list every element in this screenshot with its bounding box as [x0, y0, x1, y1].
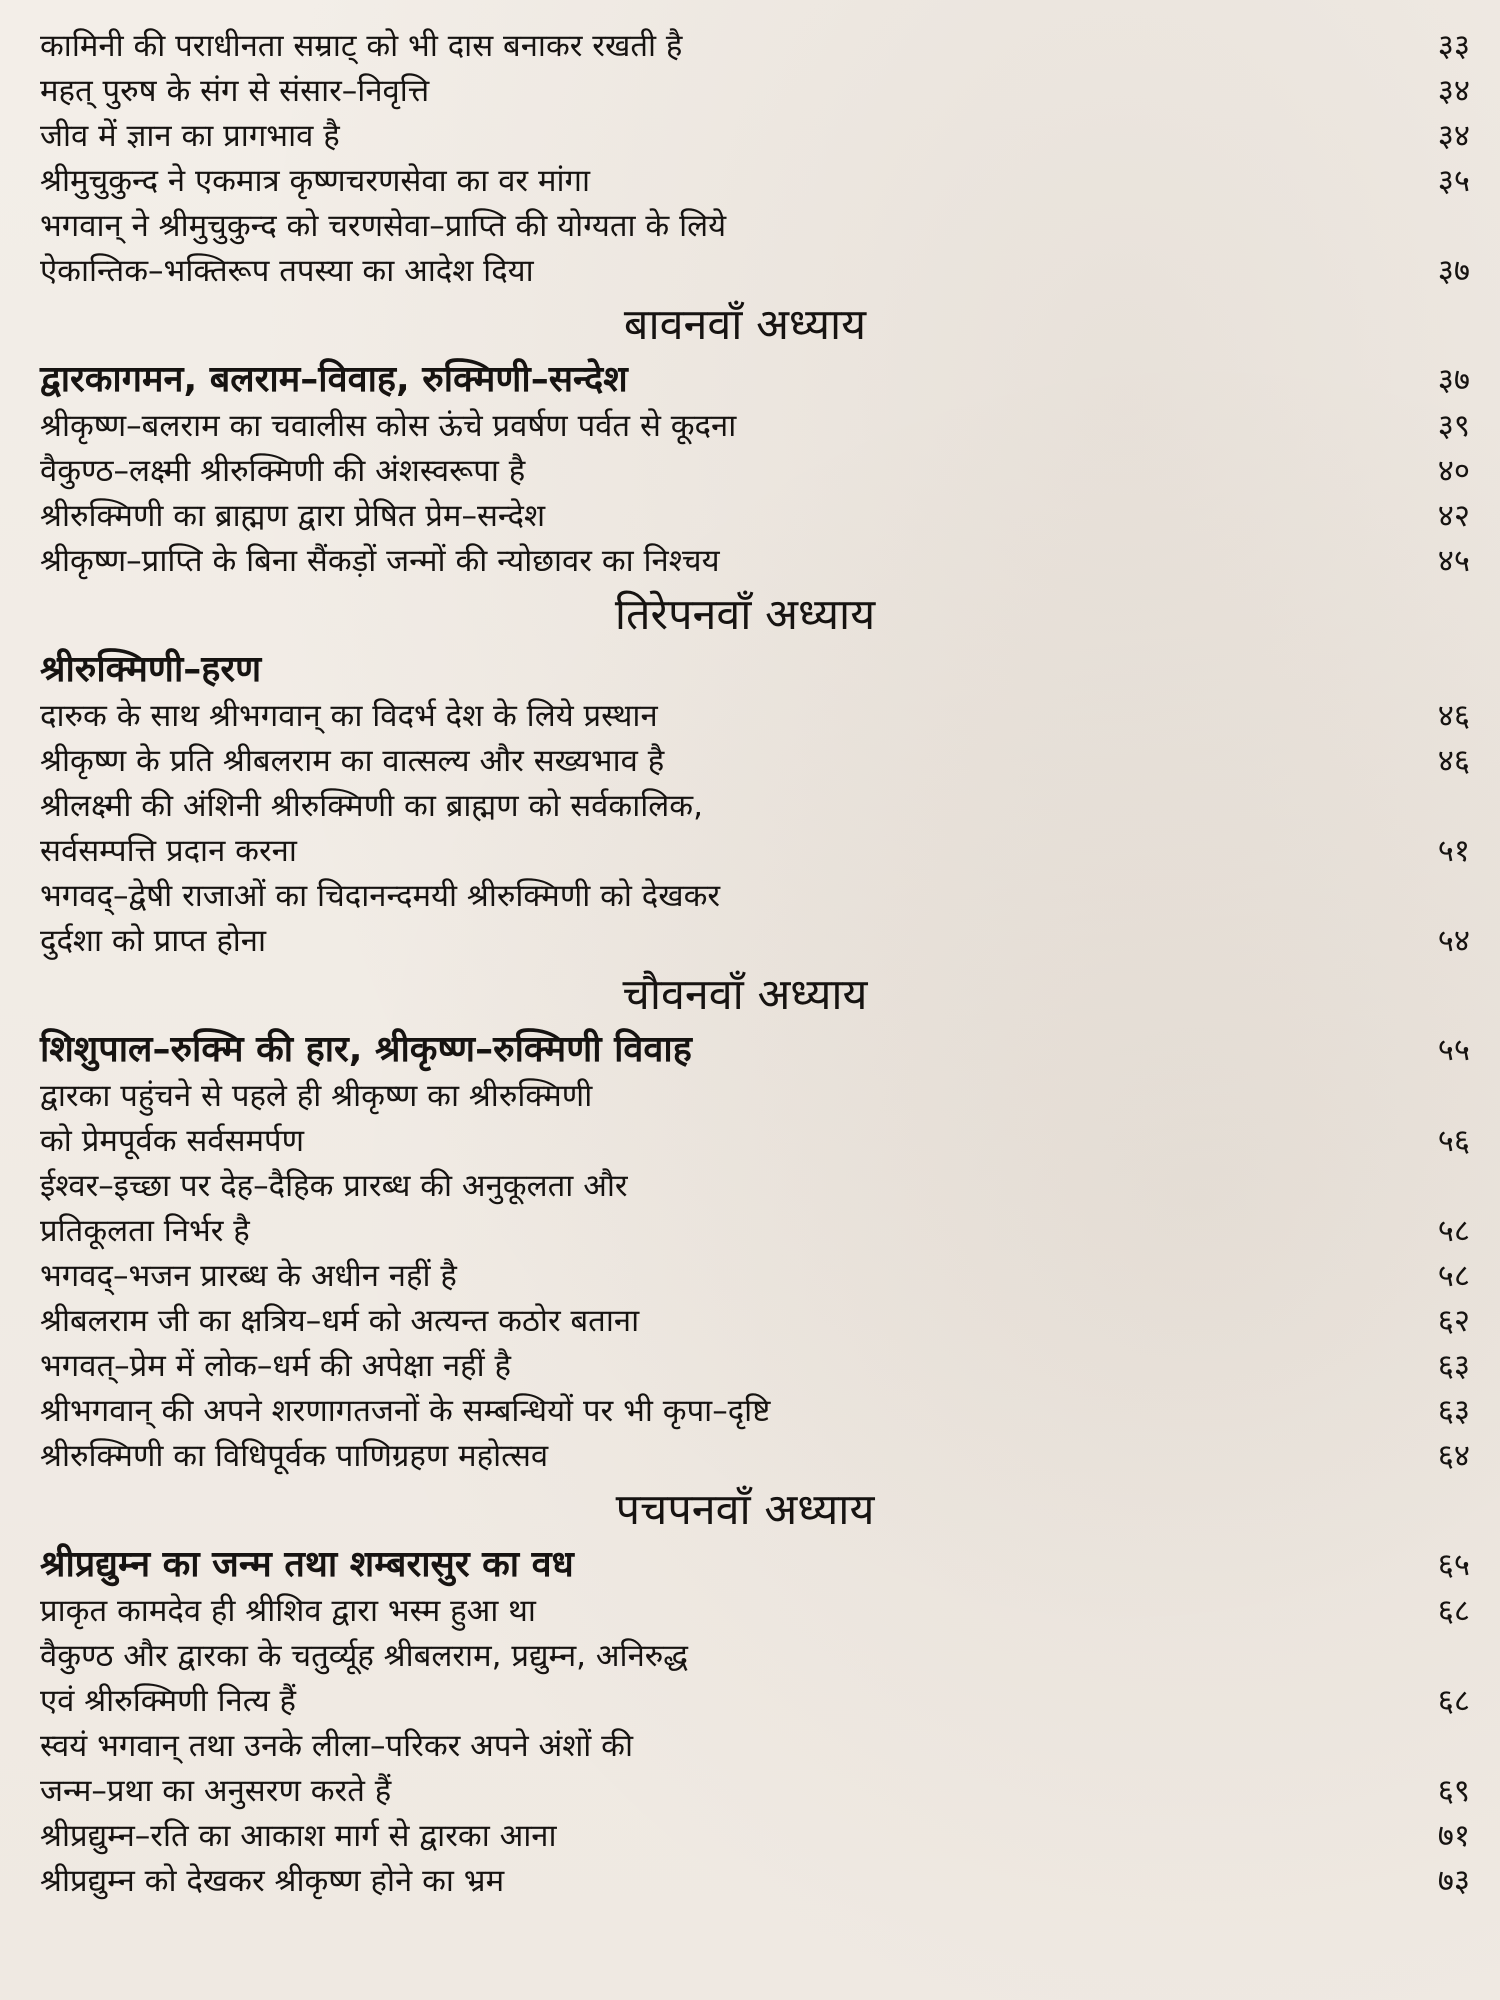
toc-entry: [40, 1344, 1470, 1389]
toc-entry: [40, 114, 1470, 159]
toc-entry-text: श्रीकृष्ण–प्राप्ति के बिना सैंकड़ों जन्मों की न्योछावर का निश्चय: [40, 543, 720, 579]
page-number: ३७: [1437, 253, 1470, 289]
chapter-title-row: [40, 356, 1470, 404]
page-number: ४६: [1437, 698, 1470, 734]
toc-entry: [40, 1209, 1470, 1254]
chapter-heading: तिरेपनवाँ अध्याय: [614, 590, 876, 640]
toc-entry: [40, 404, 1470, 449]
toc-entry-text: द्वारकागमन, बलराम–विवाह, रुक्मिणी–सन्देश: [40, 359, 628, 400]
toc-entry-text: श्रीकृष्ण के प्रति श्रीबलराम का वात्सल्य और सख्यभाव है: [40, 743, 665, 779]
page-number: ६४: [1437, 1438, 1470, 1474]
toc-entry: [40, 1119, 1470, 1164]
toc-entry: [40, 784, 1470, 829]
chapter-heading: पचपनवाँ अध्याय: [615, 1485, 875, 1535]
page-number: ४२: [1437, 498, 1470, 534]
toc-entry-text: एवं श्रीरुक्मिणी नित्य हैं: [40, 1683, 296, 1719]
toc-entry: [40, 1769, 1470, 1814]
toc-entry: [40, 494, 1470, 539]
toc-entry-text: वैकुण्ठ–लक्ष्मी श्रीरुक्मिणी की अंशस्वरूपा है: [40, 453, 526, 489]
toc-entry-text: श्रीभगवान् की अपने शरणागतजनों के सम्बन्धियों पर भी कृपा–दृष्टि: [40, 1393, 771, 1429]
page-number: ६३: [1437, 1393, 1470, 1429]
toc-entry-text: स्वयं भगवान् तथा उनके लीला–परिकर अपने अंशों की: [40, 1728, 634, 1764]
chapter-title-row: [40, 646, 1470, 694]
toc-entry-text: श्रीरुक्मिणी का विधिपूर्वक पाणिग्रहण महोत्सव: [40, 1438, 549, 1474]
toc-entry-text: महत् पुरुष के संग से संसार–निवृत्ति: [40, 73, 430, 109]
toc-entry-text: श्रीकृष्ण–बलराम का चवालीस कोस ऊंचे प्रवर्षण पर्वत से कूदना: [40, 408, 737, 444]
page-number: ५५: [1437, 1032, 1470, 1068]
page-number: ३९: [1437, 408, 1470, 444]
chapter-title-row: [40, 1026, 1470, 1074]
chapter-title-row: [40, 1541, 1470, 1589]
toc-entry-text: श्रीप्रद्युम्न को देखकर श्रीकृष्ण होने का भ्रम: [40, 1863, 505, 1899]
toc-entry: [40, 1814, 1470, 1859]
page-number: ५१: [1437, 833, 1470, 869]
page-number: ४६: [1437, 743, 1470, 779]
toc-entry-text: सर्वसम्पत्ति प्रदान करना: [40, 833, 297, 869]
page-number: ३७: [1437, 362, 1470, 398]
toc-entry-text: भगवत्–प्रेम में लोक–धर्म की अपेक्षा नहीं है: [40, 1348, 511, 1384]
toc-entry-text: भगवद्–द्वेषी राजाओं का चिदानन्दमयी श्रीरुक्मिणी को देखकर: [40, 878, 721, 914]
chapter-heading: बावनवाँ अध्याय: [623, 300, 867, 350]
toc-entry-text: श्रीलक्ष्मी की अंशिनी श्रीरुक्मिणी का ब्राह्मण को सर्वकालिक,: [40, 788, 703, 824]
toc-entry: [40, 829, 1470, 874]
toc-entry-text: श्रीमुचुकुन्द ने एकमात्र कृष्णचरणसेवा का वर मांगा: [40, 163, 591, 199]
toc-entry: [40, 1074, 1470, 1119]
toc-entry: [40, 1679, 1470, 1724]
page-number: ६२: [1437, 1303, 1470, 1339]
page-number: ७३: [1437, 1863, 1470, 1899]
toc-entry-text: श्रीप्रद्युम्न का जन्म तथा शम्बरासुर का वध: [40, 1544, 574, 1585]
page-number: ५८: [1437, 1258, 1470, 1294]
toc-entry: [40, 1724, 1470, 1769]
toc-entry: [40, 1589, 1470, 1634]
toc-entry-text: जीव में ज्ञान का प्रागभाव है: [40, 118, 340, 154]
toc-entry-text: श्रीरुक्मिणी–हरण: [40, 649, 262, 690]
toc-entry: [40, 919, 1470, 964]
toc-entry-text: प्रतिकूलता निर्भर है: [40, 1213, 250, 1249]
toc-entry: [40, 1434, 1470, 1479]
page-number: ४०: [1437, 453, 1470, 489]
page-number: ५४: [1437, 923, 1470, 959]
toc-entry-text: को प्रेमपूर्वक सर्वसमर्पण: [40, 1123, 305, 1159]
toc-entry-text: वैकुण्ठ और द्वारका के चतुर्व्यूह श्रीबलराम, प्रद्युम्न, अनिरुद्ध: [40, 1638, 689, 1674]
page-number: ३४: [1437, 73, 1470, 109]
page-number: ६८: [1437, 1593, 1470, 1629]
toc-entry: [40, 539, 1470, 584]
page-number: ७१: [1437, 1818, 1470, 1854]
page-number: ६५: [1437, 1547, 1470, 1583]
toc-entry: [40, 874, 1470, 919]
toc-entry: [40, 1164, 1470, 1209]
toc-entry-text: भगवद्–भजन प्रारब्ध के अधीन नहीं है: [40, 1258, 457, 1294]
page-number: ५६: [1437, 1123, 1470, 1159]
chapter-heading: चौवनवाँ अध्याय: [622, 970, 868, 1020]
page-number: ६९: [1437, 1773, 1470, 1809]
toc-entry: [40, 1299, 1470, 1344]
toc-entry-text: जन्म–प्रथा का अनुसरण करते हैं: [40, 1773, 392, 1809]
toc-entry: [40, 249, 1470, 294]
page-number: ३४: [1437, 118, 1470, 154]
page-number: ३३: [1437, 28, 1470, 64]
toc-entry-text: कामिनी की पराधीनता सम्राट् को भी दास बनाकर रखती है: [40, 28, 683, 64]
toc-entry-text: श्रीप्रद्युम्न–रति का आकाश मार्ग से द्वारका आना: [40, 1818, 557, 1854]
page-number: ६३: [1437, 1348, 1470, 1384]
toc-entry: [40, 1634, 1470, 1679]
toc-entry: [40, 204, 1470, 249]
toc-entry: [40, 69, 1470, 114]
toc-entry: [40, 1389, 1470, 1434]
toc-entry-text: प्राकृत कामदेव ही श्रीशिव द्वारा भस्म हुआ था: [40, 1593, 536, 1629]
toc-entry-text: द्वारका पहुंचने से पहले ही श्रीकृष्ण का श्रीरुक्मिणी: [40, 1078, 593, 1114]
toc-entry-text: श्रीरुक्मिणी का ब्राह्मण द्वारा प्रेषित प्रेम–सन्देश: [40, 498, 546, 534]
page-number: ५८: [1437, 1213, 1470, 1249]
toc-entry: [40, 694, 1470, 739]
toc-entry-text: शिशुपाल–रुक्मि की हार, श्रीकृष्ण–रुक्मिणी विवाह: [40, 1029, 692, 1070]
toc-entry: [40, 739, 1470, 784]
toc-entry-text: भगवान् ने श्रीमुचुकुन्द को चरणसेवा–प्राप्ति की योग्यता के लिये: [40, 208, 727, 244]
toc-entry: [40, 449, 1470, 494]
toc-entry-text: दारुक के साथ श्रीभगवान् का विदर्भ देश के लिये प्रस्थान: [40, 698, 658, 734]
toc-entry-text: श्रीबलराम जी का क्षत्रिय–धर्म को अत्यन्त कठोर बताना: [40, 1303, 640, 1339]
page-number: ४५: [1437, 543, 1470, 579]
toc-entry: [40, 1254, 1470, 1299]
toc-entry: [40, 24, 1470, 69]
toc-entry-text: दुर्दशा को प्राप्त होना: [40, 923, 267, 959]
toc-entry-text: ऐकान्तिक–भक्तिरूप तपस्या का आदेश दिया: [40, 253, 534, 289]
page-number: ६८: [1437, 1683, 1470, 1719]
toc-entry: [40, 159, 1470, 204]
toc-entry: [40, 1859, 1470, 1904]
table-of-contents: [40, 24, 1470, 1904]
page-number: ३५: [1437, 163, 1470, 199]
toc-entry-text: ईश्वर–इच्छा पर देह–दैहिक प्रारब्ध की अनुकूलता और: [40, 1168, 628, 1204]
